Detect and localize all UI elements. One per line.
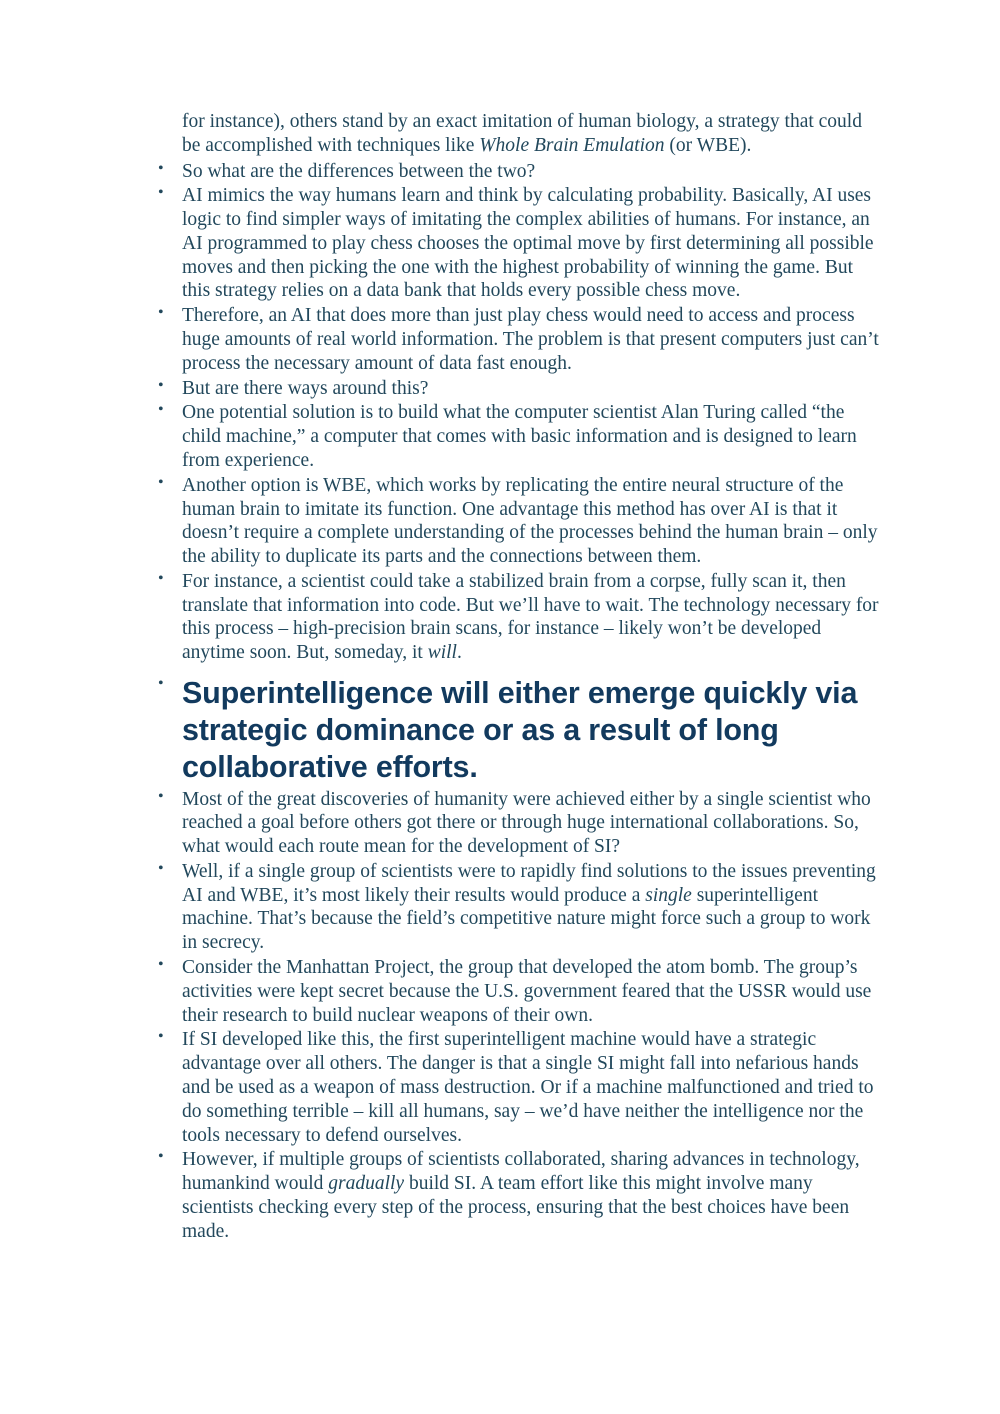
list-item: [150, 956, 882, 1027]
lead-paragraph-after: (or WBE).: [664, 134, 752, 156]
list-item: [150, 304, 882, 375]
list-item-text: • Most of the great discoveries of humanity were achieved either by a single scientist who reached a goal before others got there or through huge international collaborations. So, what would each route mean for the development of SI?: [182, 788, 871, 858]
list-item-text: • If SI developed like this, the first superintelligent machine would have a strategic advantage over all others. The danger is that a single SI might fall into nefarious hands and be used as a weapon of mass destruction. Or if a machine malfunctioned and tried to do something terrible – kill all humans, say – we’d have neither the intelligence nor the tools necessary to defend ourselves.: [182, 1029, 874, 1146]
list-item: [150, 788, 882, 859]
list-item-text: • One potential solution is to build what the computer scientist Alan Turing called “the child machine,” a computer that comes with basic information and is designed to learn from experience.: [182, 402, 857, 471]
list-item-with-italic: [150, 1148, 882, 1243]
lead-paragraph: [182, 110, 882, 158]
list-item-italic: single: [645, 884, 692, 906]
list-item-with-italic: [150, 860, 882, 955]
list-item: [150, 401, 882, 472]
list-item: [150, 377, 882, 401]
list-item-text: • Another option is WBE, which works by replicating the entire neural structure of the human brain to imitate its function. One advantage this method has over AI is that it doesn’t require a complete understanding of the processes behind the human brain – only the ability to duplicate its parts and the connections between them.: [182, 474, 878, 568]
list-item-italic: gradually: [328, 1173, 405, 1195]
section-heading: Superintelligence will either emerge quickly via strategic dominance or as a result of long collaborative efforts.: [182, 675, 858, 785]
list-item-text: • Consider the Manhattan Project, the group that developed the atom bomb. The group’s activities were kept secret because the U.S. government feared that the USSR would use their research to build nuclear weapons of their own.: [182, 957, 872, 1026]
list-item-text-before: Well, if a single group of scientists were to rapidly find solutions to the issues preventing AI and WBE, it’s most likely their results would produce a: [182, 860, 876, 906]
section-heading-item: [150, 675, 882, 787]
list-item: [150, 160, 882, 184]
list-item-text-before: For instance, a scientist could take a stabilized brain from a corpse, fully scan it, then translate that information into code. But we’ll have to wait. The technology necessary for this process – high-precision brain scans, for instance – likely won’t be developed anytime soon. But, someday, it: [182, 570, 879, 664]
list-item-italic: will: [427, 642, 457, 664]
list-item-text-after: .: [456, 642, 462, 664]
bullet-list-top: [150, 160, 882, 1244]
list-item-text: • AI mimics the way humans learn and think by calculating probability. Basically, AI uses logic to find simpler ways of imitating the complex abilities of humans. For instance, an AI programmed to play chess chooses the optimal move by first determining all possible moves and then picking the one with the highest probability of winning the game. But this strategy relies on a data bank that holds every possible chess move.: [182, 185, 874, 302]
list-item-text-after: build SI. A team effort like this might involve many scientists checking every step of the process, ensuring that the best choices have been made.: [182, 1173, 850, 1242]
list-item: [150, 474, 882, 569]
list-item-text: • Therefore, an AI that does more than just play chess would need to access and process huge amounts of real world information. The problem is that present computers just can’t process the necessary amount of data fast enough.: [182, 305, 879, 374]
lead-paragraph-before: for instance), others stand by an exact imitation of human biology, a strategy that could be accomplished with techniques like: [182, 111, 862, 156]
lead-paragraph-italic: Whole Brain Emulation: [479, 134, 665, 156]
document-body: [150, 110, 882, 1243]
list-item-text-after: superintelligent machine. That’s because the field’s competitive nature might force such a group to work in secrecy.: [182, 884, 871, 954]
list-item: [150, 184, 882, 303]
list-item: [150, 1028, 882, 1147]
list-item-text-before: However, if multiple groups of scientists collaborated, sharing advances in technology, humankind would: [182, 1149, 860, 1195]
list-item-text: • But are there ways around this?: [182, 377, 429, 399]
list-item-with-italic: [150, 570, 882, 665]
list-item-text: • So what are the differences between the two?: [182, 160, 536, 182]
